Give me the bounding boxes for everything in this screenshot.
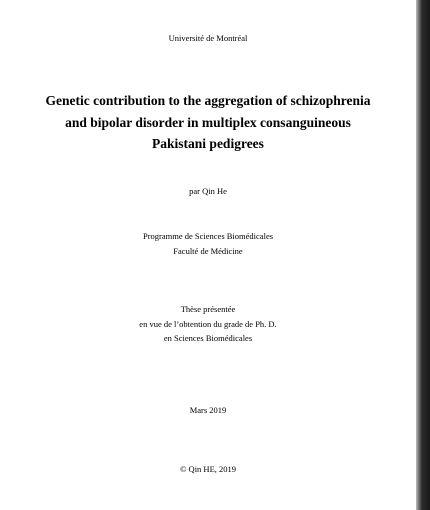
thesis-statement-line-3: en Sciences Biomédicales [163,333,253,343]
thesis-statement-line-1: Thèse présentée [180,304,236,314]
thesis-statement-line-2: en vue de l’obtention du grade de Ph. D. [139,319,277,329]
faculty-name: Faculté de Médicine [173,246,243,256]
institution-name: Université de Montréal [168,33,248,43]
submission-date: Mars 2019 [189,405,227,415]
author-line: par Qin He [189,186,227,196]
program-name: Programme de Sciences Biomédicales [142,231,274,241]
thesis-title-line-2: and bipolar disorder in multiplex consanguineous [65,115,351,130]
thesis-title-line-1: Genetic contribution to the aggregation of schizophrenia [45,93,371,108]
page-edge-shadow [416,0,430,510]
copyright-notice: © Qin HE, 2019 [179,464,237,474]
thesis-title-line-3: Pakistani pedigrees [152,136,264,151]
